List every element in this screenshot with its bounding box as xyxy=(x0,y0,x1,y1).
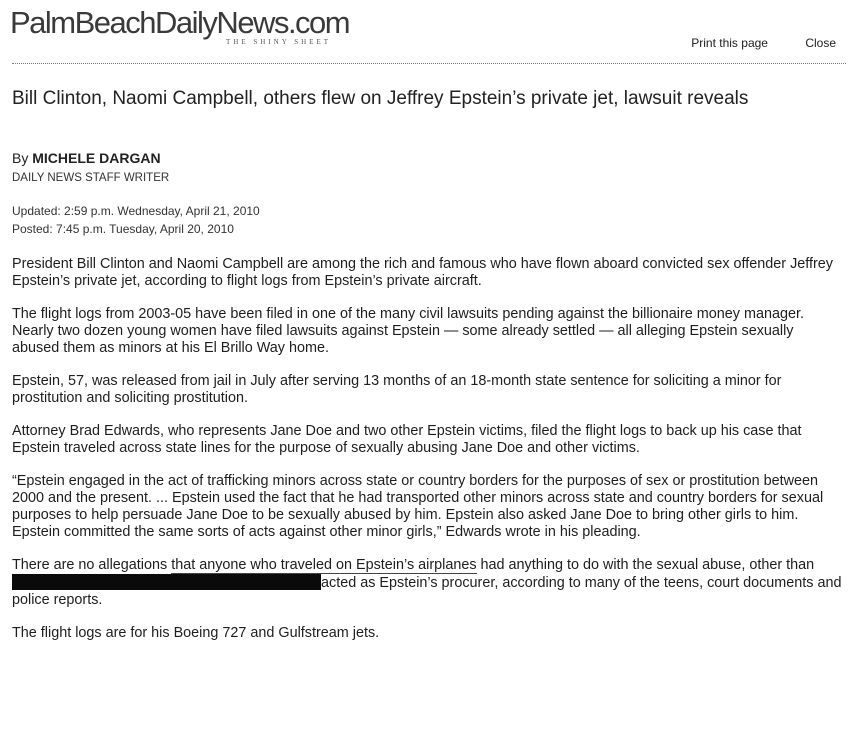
masthead xyxy=(10,5,350,46)
site-tagline: THE SHINY SHEET xyxy=(226,38,332,46)
posted-timestamp: Posted: 7:45 p.m. Tuesday, April 20, 2010 xyxy=(12,222,234,236)
article-paragraph: President Bill Clinton and Naomi Campbell are among the rich and famous who have flown aboard convicted sex offender Jeffrey Epstein’s private jet, according to flight logs from Epstein’s private aircraft. xyxy=(12,256,833,289)
updated-timestamp: Updated: 2:59 p.m. Wednesday, April 21, 2010 xyxy=(12,204,260,218)
underlined-phrase: that anyone who traveled on Epstein’s airplanes xyxy=(171,557,477,573)
article-dates xyxy=(12,202,260,238)
header-divider xyxy=(12,63,846,64)
article-paragraph: “Epstein engaged in the act of trafficking minors across state or country borders for the purposes of sex or prostitution between 2000 and the present. ... Epstein used the fact that he had transported other minors across state and country borders for sexual purposes to help persuade Jane Doe to be sexually abused by him. Epstein also asked Jane Doe to bring other girls to him. Epstein committed the same sorts of acts against other minor girls,” Edwards wrote in his pleading. xyxy=(12,473,824,540)
author-name: MICHELE DARGAN xyxy=(32,150,161,166)
article-paragraph-redacted xyxy=(12,557,844,609)
p6-text-3: acted as Epstein’s procurer, according to many of the teens, court documents and police reports. xyxy=(12,575,842,608)
byline xyxy=(12,150,161,166)
redaction-bar xyxy=(12,574,321,590)
close-link[interactable]: Close xyxy=(805,36,836,50)
article-paragraph: Epstein, 57, was released from jail in July after serving 13 months of an 18-month state sentence for soliciting a minor for prostitution and soliciting prostitution. xyxy=(12,373,782,406)
print-page-link[interactable]: Print this page xyxy=(691,36,768,50)
article-paragraph: The flight logs from 2003-05 have been filed in one of the many civil lawsuits pending against the billionaire money manager. Nearly two dozen young women have filed lawsuits against Epstein — some already settled — all alleging Epstein sexually abused them as minors at his El Brillo Way home. xyxy=(12,306,804,356)
byline-prefix: By xyxy=(12,150,29,166)
p6-text-1: There are no allegations xyxy=(12,557,172,573)
site-logo: PalmBeachDailyNews.com xyxy=(10,5,350,40)
article-headline: Bill Clinton, Naomi Campbell, others flew on Jeffrey Epstein’s private jet, lawsuit reveals xyxy=(12,88,749,109)
article-paragraph: Attorney Brad Edwards, who represents Jane Doe and two other Epstein victims, filed the flight logs to back up his case that Epstein traveled across state lines for the purpose of sexually abusing Jane Doe and other victims. xyxy=(12,423,802,456)
article-paragraph: The flight logs are for his Boeing 727 and Gulfstream jets. xyxy=(12,625,380,641)
author-role: DAILY NEWS STAFF WRITER xyxy=(12,172,170,184)
article-body xyxy=(12,256,844,658)
page-toolbar xyxy=(691,36,836,50)
p6-text-2: had anything to do with the sexual abuse, other than xyxy=(476,557,815,573)
